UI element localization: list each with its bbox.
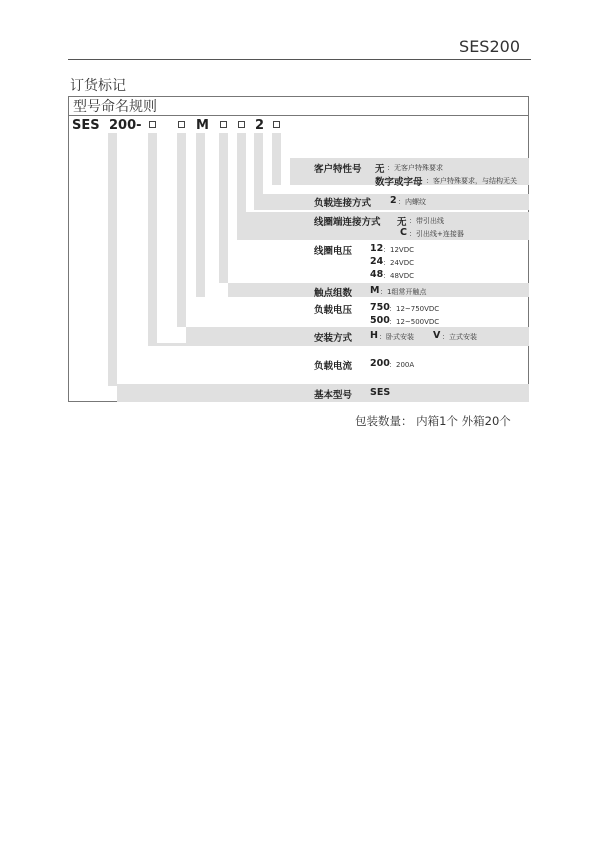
desc-coil-connection-none: ：带引出线 — [409, 217, 444, 225]
code-segment-m: M — [196, 118, 209, 133]
desc-coil-voltage-24: ：24VDC — [383, 259, 414, 267]
desc-load-current-200: ：200A — [389, 361, 415, 369]
placeholder-box-customer — [273, 121, 280, 128]
naming-rule-box — [68, 96, 529, 402]
placeholder-box-load-current — [149, 121, 156, 128]
placeholder-box-coil-voltage — [220, 121, 227, 128]
label-mounting: 安装方式 — [314, 333, 353, 344]
desc-load-voltage-750: ：12~750VDC — [389, 305, 440, 313]
connector-mounting — [177, 133, 186, 327]
desc-contact-groups-m: ：1组常开触点 — [380, 288, 427, 296]
value-contact-groups-m: M — [370, 285, 380, 296]
code-segment-ses: SES — [72, 118, 100, 133]
value-mounting-h: H — [370, 330, 378, 341]
value-load-connection-2: 2 — [390, 195, 397, 206]
label-customer: 客户特性号 — [314, 164, 362, 175]
label-load-voltage: 负载电压 — [314, 305, 353, 316]
connector-customer — [272, 133, 281, 185]
naming-rule-title: 型号命名规则 — [73, 99, 157, 115]
desc-mounting-v: ：立式安装 — [442, 333, 477, 341]
value-coil-voltage-12: 12 — [370, 243, 384, 254]
value-customer-code: 数字或字母 — [375, 177, 423, 188]
value-coil-voltage-24: 24 — [370, 256, 384, 267]
naming-rule-title-divider — [68, 115, 529, 116]
label-load-current: 负载电流 — [314, 361, 353, 372]
desc-coil-connection-c: ：引出线+连接器 — [409, 230, 464, 238]
connector-load-current — [148, 133, 157, 346]
value-coil-connection-c: C — [400, 227, 407, 238]
label-load-connection: 负载连接方式 — [314, 198, 372, 209]
label-coil-connection: 线圈端连接方式 — [314, 217, 381, 228]
placeholder-box-coil-connection — [238, 121, 245, 128]
label-coil-voltage: 线圈电压 — [314, 246, 353, 257]
desc-coil-voltage-12: ：12VDC — [383, 246, 414, 254]
connector-load-connection — [254, 133, 263, 210]
connector-coil-connection — [237, 133, 246, 240]
value-customer-none: 无 — [375, 164, 385, 175]
value-load-current-200: 200 — [370, 358, 390, 369]
connector-base-model — [108, 133, 117, 386]
desc-load-connection-2: ：内螺纹 — [398, 198, 426, 206]
section-title: 订货标记 — [70, 78, 126, 94]
value-coil-connection-none: 无 — [397, 217, 407, 228]
desc-mounting-h: ：卧式安装 — [379, 333, 414, 341]
value-coil-voltage-48: 48 — [370, 269, 384, 280]
placeholder-box-mounting — [178, 121, 185, 128]
label-contact-groups: 触点组数 — [314, 288, 353, 299]
value-load-voltage-500: 500 — [370, 315, 390, 326]
row-bar-coil-connection — [246, 212, 529, 240]
value-base-model-ses: SES — [370, 387, 391, 398]
desc-load-voltage-500: ：12~500VDC — [389, 318, 440, 326]
code-segment-200: 200- — [109, 118, 142, 133]
desc-coil-voltage-48: ：48VDC — [383, 272, 414, 280]
value-mounting-v: V — [433, 330, 441, 341]
label-base-model: 基本型号 — [314, 390, 353, 401]
connector-coil-voltage — [219, 133, 228, 283]
header-divider — [68, 59, 531, 60]
code-segment-2: 2 — [255, 118, 265, 133]
product-code-header: SES200 — [459, 37, 520, 56]
value-load-voltage-750: 750 — [370, 302, 390, 313]
connector-contact-groups — [196, 133, 205, 297]
row-bar-mounting — [186, 327, 529, 343]
desc-customer-none: ：无客户特殊要求 — [387, 164, 443, 172]
packaging-quantity: 包装数量： 内箱1个 外箱20个 — [355, 414, 511, 428]
desc-customer-code: ：客户特殊要求，与结构无关 — [426, 177, 517, 185]
